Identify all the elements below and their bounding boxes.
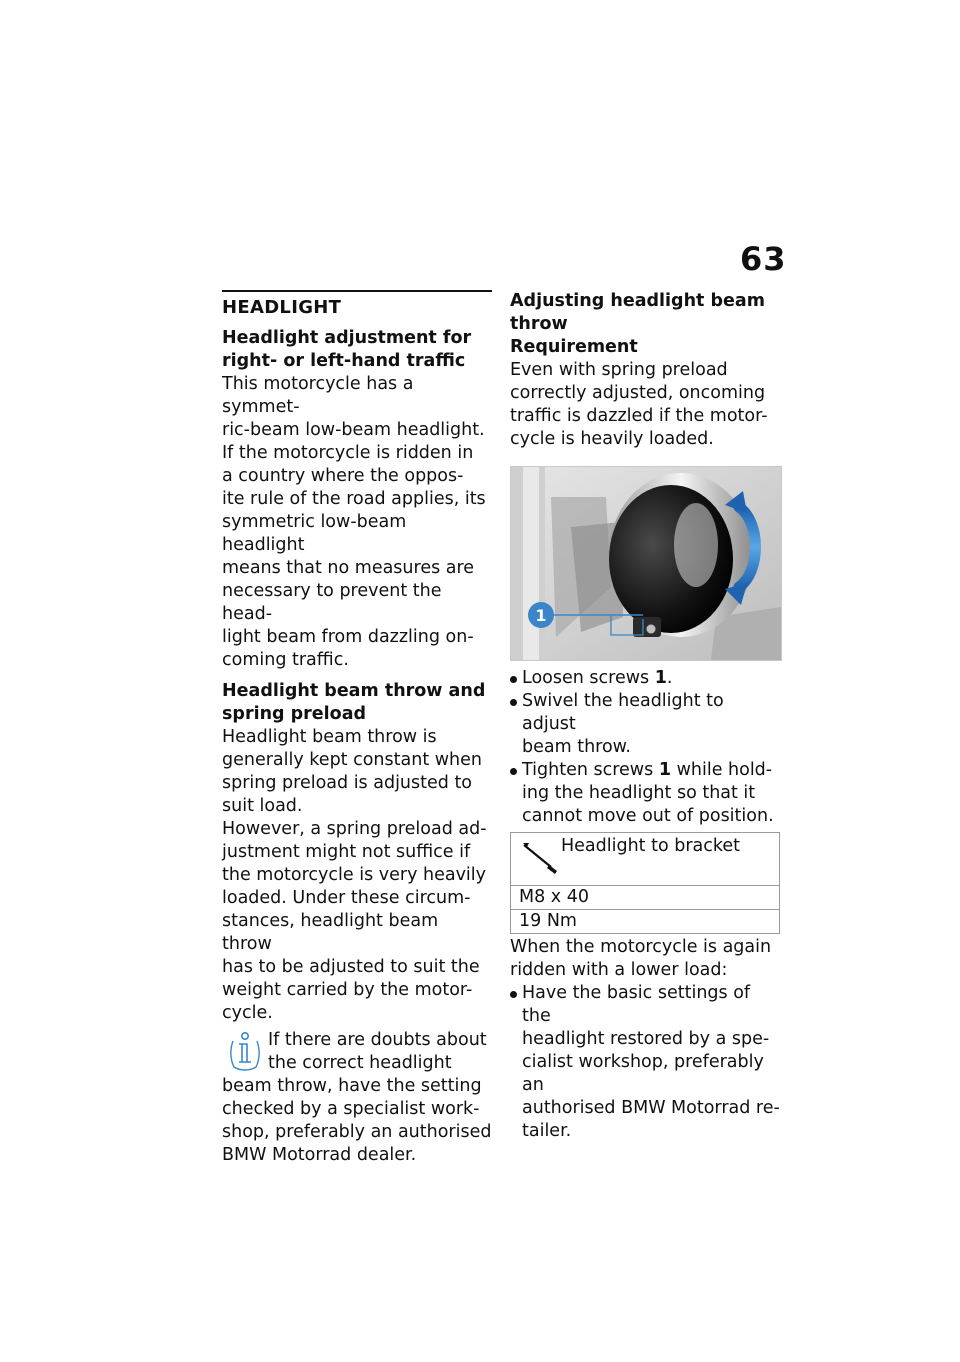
screw-reference: 1 bbox=[654, 668, 667, 688]
torque-label: Headlight to bracket bbox=[561, 836, 741, 856]
torque-spec: M8 x 40 bbox=[511, 886, 780, 910]
step-text: Loosen screws bbox=[522, 668, 655, 688]
screw-reference: 1 bbox=[658, 760, 671, 780]
right-column bbox=[510, 290, 782, 1143]
text-line: coming traffic. bbox=[222, 650, 349, 670]
subheading-beam-throw bbox=[222, 680, 492, 726]
text-line: cycle. bbox=[222, 1003, 273, 1023]
step-text: tailer. bbox=[522, 1121, 572, 1141]
text-line: beam throw, have the setting bbox=[222, 1076, 482, 1096]
text-line: light beam from dazzling on- bbox=[222, 627, 474, 647]
text-line: traffic is dazzled if the motor- bbox=[510, 406, 768, 426]
step-text: . bbox=[666, 668, 673, 688]
text-line: However, a spring preload ad- bbox=[222, 819, 487, 839]
step-list bbox=[510, 667, 782, 828]
step-text: authorised BMW Motorrad re- bbox=[522, 1098, 780, 1118]
headlight-illustration bbox=[511, 467, 781, 660]
subheading-line: throw bbox=[510, 314, 568, 334]
text-line: spring preload is adjusted to bbox=[222, 773, 473, 793]
step-text: Have the basic settings of the bbox=[522, 983, 751, 1026]
after-text bbox=[510, 936, 782, 982]
torque-table bbox=[510, 832, 780, 934]
page-number: 63 bbox=[740, 240, 787, 278]
paragraph-beam-constant bbox=[222, 726, 492, 818]
torque-value: 19 Nm bbox=[511, 910, 780, 934]
step-text: cialist workshop, preferably an bbox=[522, 1052, 764, 1095]
text-line: the motorcycle is very heavily bbox=[222, 865, 487, 885]
step-text: ing the headlight so that it bbox=[522, 783, 756, 803]
text-line: symmetric low-beam headlight bbox=[222, 512, 407, 555]
subheading-line: Headlight beam throw and bbox=[222, 681, 486, 701]
torque-header bbox=[511, 833, 780, 886]
subheading-line: Adjusting headlight beam bbox=[510, 291, 765, 311]
step-text: beam throw. bbox=[522, 737, 631, 757]
paragraph-symmetric-beam bbox=[222, 373, 492, 672]
step-text: Swivel the headlight to adjust bbox=[522, 691, 724, 734]
subheading-adjustment bbox=[222, 327, 492, 373]
torque-wrench-icon bbox=[521, 841, 561, 875]
text-line: If there are doubts about bbox=[268, 1030, 487, 1050]
subheading-adjusting bbox=[510, 290, 782, 359]
list-item bbox=[510, 690, 782, 759]
text-line: BMW Motorrad dealer. bbox=[222, 1145, 417, 1165]
text-line: a country where the oppos- bbox=[222, 466, 464, 486]
text-line: stances, headlight beam throw bbox=[222, 911, 439, 954]
text-line: cycle is heavily loaded. bbox=[510, 429, 714, 449]
subheading-line: right- or left-hand traffic bbox=[222, 351, 466, 371]
requirement-label: Requirement bbox=[510, 337, 638, 357]
info-icon bbox=[228, 1029, 262, 1071]
final-step-list bbox=[510, 982, 782, 1143]
text-line: When the motorcycle is again bbox=[510, 937, 772, 957]
text-line: weight carried by the motor- bbox=[222, 980, 473, 1000]
requirement-text bbox=[510, 359, 782, 451]
callout-label: 1 bbox=[535, 606, 547, 625]
text-line: If the motorcycle is ridden in bbox=[222, 443, 474, 463]
list-item bbox=[510, 759, 782, 828]
text-line: checked by a specialist work- bbox=[222, 1099, 480, 1119]
text-line: ric-beam low-beam headlight. bbox=[222, 420, 485, 440]
section-divider bbox=[222, 290, 492, 292]
text-line: shop, preferably an authorised bbox=[222, 1122, 492, 1142]
paragraph-heavy-load bbox=[222, 818, 492, 1025]
step-text: cannot move out of position. bbox=[522, 806, 774, 826]
list-item bbox=[510, 982, 782, 1143]
text-line: has to be adjusted to suit the bbox=[222, 957, 480, 977]
list-item bbox=[510, 667, 782, 690]
text-line: justment might not suffice if bbox=[222, 842, 471, 862]
text-line: suit load. bbox=[222, 796, 303, 816]
subheading-line: spring preload bbox=[222, 704, 367, 724]
step-text: while hold- bbox=[671, 760, 773, 780]
text-line: generally kept constant when bbox=[222, 750, 483, 770]
section-title: HEADLIGHT bbox=[222, 297, 342, 318]
text-line: ite rule of the road applies, its bbox=[222, 489, 486, 509]
text-line: the correct headlight bbox=[268, 1053, 452, 1073]
text-line: necessary to prevent the head- bbox=[222, 581, 442, 624]
text-line: loaded. Under these circum- bbox=[222, 888, 471, 908]
subheading-line: Headlight adjustment for bbox=[222, 328, 472, 348]
left-column bbox=[222, 290, 492, 1167]
headlight-figure bbox=[510, 466, 782, 661]
text-line: ridden with a lower load: bbox=[510, 960, 728, 980]
step-text: Tighten screws bbox=[522, 760, 659, 780]
step-text: headlight restored by a spe- bbox=[522, 1029, 770, 1049]
text-line: correctly adjusted, oncoming bbox=[510, 383, 766, 403]
text-line: Even with spring preload bbox=[510, 360, 728, 380]
info-note bbox=[222, 1029, 492, 1167]
text-line: Headlight beam throw is bbox=[222, 727, 437, 747]
text-line: means that no measures are bbox=[222, 558, 475, 578]
text-line: This motorcycle has a symmet- bbox=[222, 374, 414, 417]
